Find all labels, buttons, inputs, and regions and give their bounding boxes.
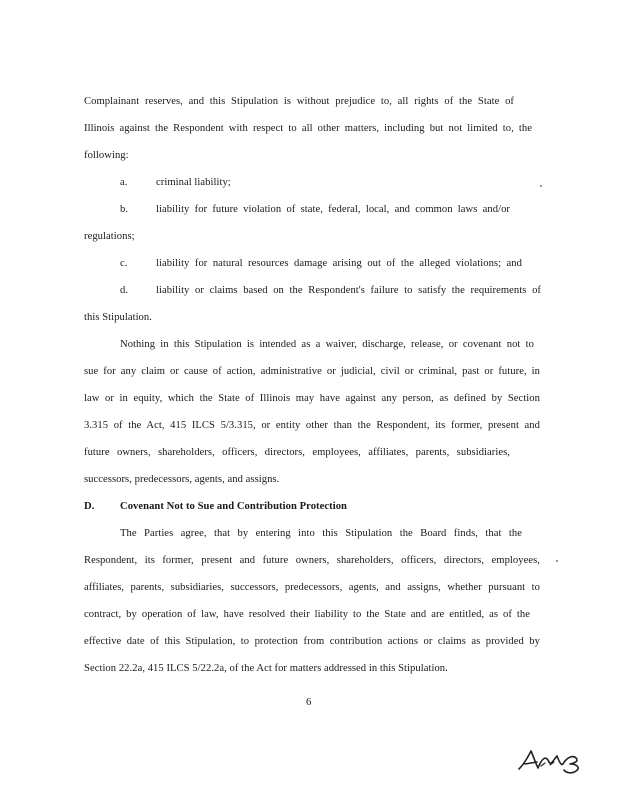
para1-line1: Complainant reserves, and this Stipulation is without prejudice to, all rights of the State of bbox=[84, 96, 514, 107]
item-d-letter: d. bbox=[120, 285, 129, 296]
scan-speck bbox=[540, 185, 542, 187]
scan-speck bbox=[556, 560, 558, 562]
item-d-continuation: this Stipulation. bbox=[84, 312, 152, 323]
item-b-text: liability for future violation of state, federal, local, and common laws and/or bbox=[156, 204, 510, 215]
para2-line4: 3.315 of the Act, 415 ILCS 5/3.315, or entity other than the Respondent, its former, present and bbox=[84, 420, 540, 431]
para2-line6: successors, predecessors, agents, and assigns. bbox=[84, 474, 280, 485]
item-a-letter: a. bbox=[120, 177, 128, 188]
para1-line3: following: bbox=[84, 150, 129, 161]
para2-line1: Nothing in this Stipulation is intended as a waiver, discharge, release, or covenant not to bbox=[120, 339, 534, 350]
para2-line5: future owners, shareholders, officers, directors, employees, affiliates, parents, subsidiaries, bbox=[84, 447, 510, 458]
para3-line2: Respondent, its former, present and future owners, shareholders, officers, directors, employees, bbox=[84, 555, 540, 566]
section-d-heading: Covenant Not to Sue and Contribution Protection bbox=[120, 501, 347, 512]
item-d-text: liability or claims based on the Respondent's failure to satisfy the requirements of bbox=[156, 285, 541, 296]
para3-line1: The Parties agree, that by entering into this Stipulation the Board finds, that the bbox=[120, 528, 522, 539]
item-c-text: liability for natural resources damage arising out of the alleged violations; and bbox=[156, 258, 522, 269]
item-b-continuation: regulations; bbox=[84, 231, 135, 242]
page-number: 6 bbox=[306, 697, 312, 708]
para2-line3: law or in equity, which the State of Illinois may have against any person, as defined by Section bbox=[84, 393, 540, 404]
para3-line6: Section 22.2a, 415 ILCS 5/22.2a, of the Act for matters addressed in this Stipulation. bbox=[84, 663, 448, 674]
para3-line5: effective date of this Stipulation, to protection from contribution actions or claims as provided by bbox=[84, 636, 540, 647]
para3-line4: contract, by operation of law, have resolved their liability to the State and are entitled, as of the bbox=[84, 609, 530, 620]
initials-signature bbox=[515, 742, 587, 776]
item-b-letter: b. bbox=[120, 204, 129, 215]
para1-line2: Illinois against the Respondent with respect to all other matters, including but not limited to, the bbox=[84, 123, 532, 134]
para2-line2: sue for any claim or cause of action, administrative or judicial, civil or criminal, past or future, in bbox=[84, 366, 540, 377]
section-d-letter: D. bbox=[84, 501, 95, 512]
para3-line3: affiliates, parents, subsidiaries, successors, predecessors, agents, and assigns, whether pursuant to bbox=[84, 582, 540, 593]
item-a-text: criminal liability; bbox=[156, 177, 231, 188]
item-c-letter: c. bbox=[120, 258, 128, 269]
